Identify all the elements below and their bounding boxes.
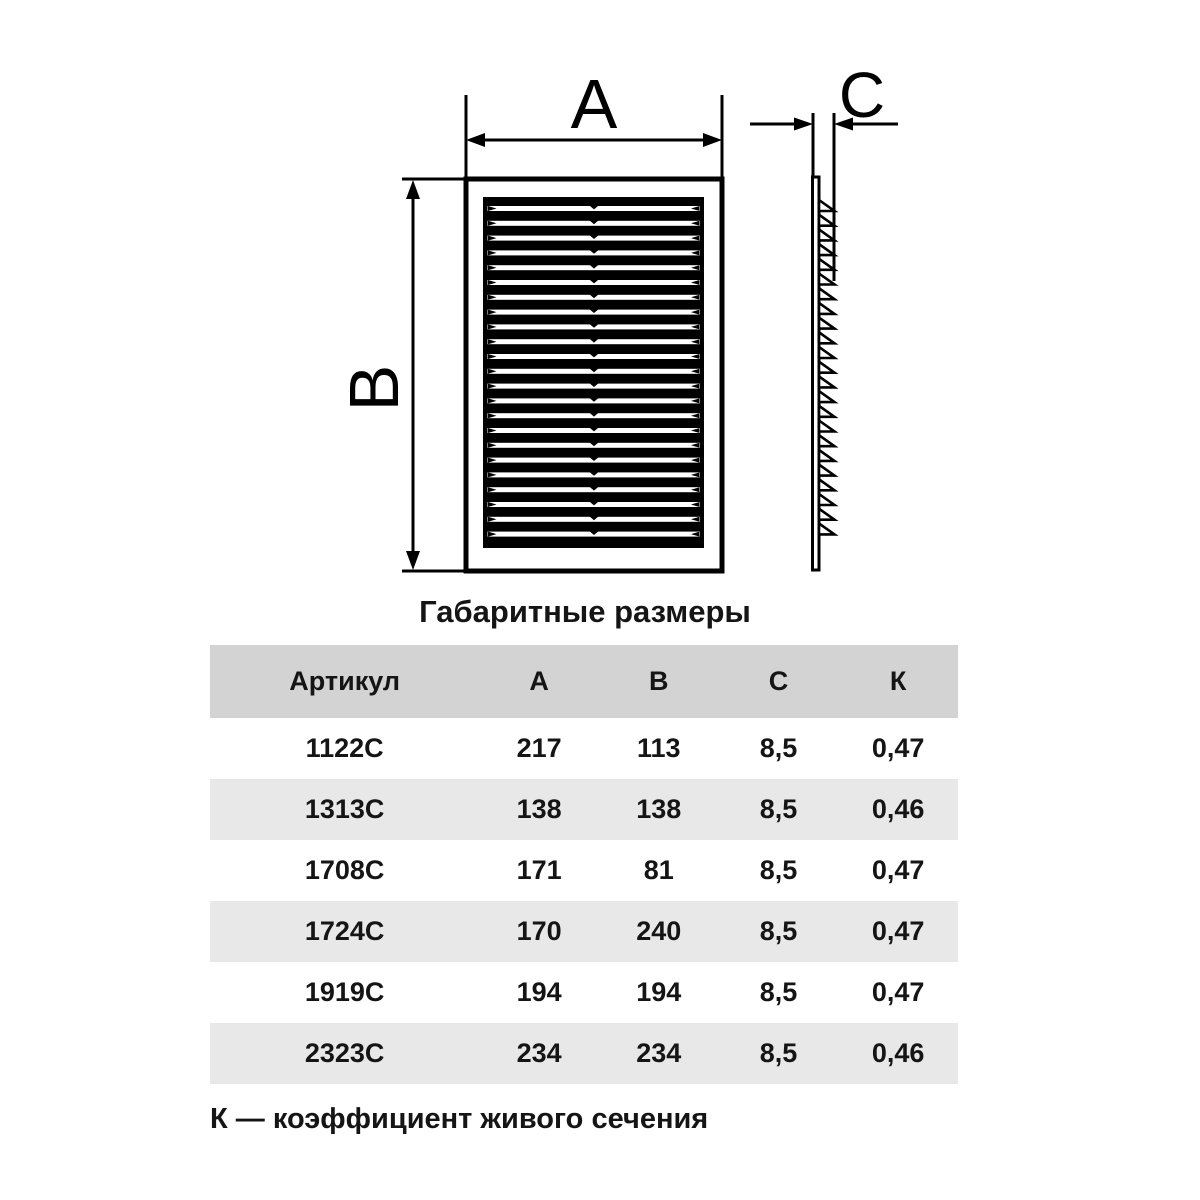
table-row [210, 901, 958, 962]
cell-c: 8,5 [759, 977, 798, 1007]
cell-a: 234 [516, 1038, 562, 1068]
cell-k: 0,46 [871, 794, 925, 824]
cell-artikul: 1708С [304, 855, 385, 885]
arrowhead-up-icon [406, 180, 420, 199]
cell-b: 234 [636, 1038, 682, 1068]
footnote-k-coefficient: К — коэффициент живого сечения [210, 1103, 709, 1135]
arrowhead-left-icon [466, 133, 485, 147]
cell-a: 217 [516, 733, 562, 763]
side-louver-teeth [819, 200, 835, 534]
cell-k: 0,47 [871, 855, 925, 885]
col-header-a: A [529, 666, 549, 696]
cell-k: 0,47 [871, 733, 925, 763]
cell-artikul: 2323С [304, 1038, 385, 1068]
cell-c: 8,5 [759, 733, 798, 763]
cell-a: 170 [516, 916, 562, 946]
cell-k: 0,47 [871, 977, 925, 1007]
arrowhead-right-icon [703, 133, 722, 147]
cell-b: 113 [637, 733, 681, 763]
table-row [210, 962, 958, 1023]
cell-c: 8,5 [759, 1038, 798, 1068]
col-header-c: C [768, 666, 789, 696]
cell-a: 194 [516, 977, 562, 1007]
table-row [210, 779, 958, 840]
cell-artikul: 1919С [304, 977, 385, 1007]
cell-b: 81 [643, 855, 674, 885]
table-row [210, 1023, 958, 1084]
arrowhead-down-icon [406, 551, 420, 570]
table-row [210, 718, 958, 779]
arrowhead-right-icon [794, 118, 813, 131]
cell-b: 194 [636, 977, 682, 1007]
cell-c: 8,5 [759, 855, 798, 885]
grille-side-view [813, 177, 835, 570]
cell-a: 138 [516, 794, 562, 824]
cell-k: 0,46 [871, 1038, 925, 1068]
cell-b: 240 [636, 916, 682, 946]
col-header-b: B [649, 666, 669, 696]
cell-b: 138 [636, 794, 682, 824]
dim-label-c: C [838, 59, 886, 131]
dim-label-b: B [335, 364, 413, 412]
col-header-k: К [889, 666, 907, 696]
cell-c: 8,5 [759, 916, 798, 946]
cell-a: 171 [516, 855, 562, 885]
table-header-row [210, 645, 958, 718]
dimensions-table [210, 645, 958, 1084]
cell-artikul: 1724С [304, 916, 385, 946]
table-row [210, 840, 958, 901]
cell-c: 8,5 [759, 794, 798, 824]
col-header-artikul: Артикул [289, 666, 401, 696]
grille-front-view [466, 179, 722, 571]
cell-artikul: 1122С [305, 733, 384, 763]
dim-label-a: A [570, 65, 618, 143]
cell-k: 0,47 [871, 916, 925, 946]
cell-artikul: 1313С [304, 794, 385, 824]
drawing-caption: Габаритные размеры [419, 594, 751, 629]
